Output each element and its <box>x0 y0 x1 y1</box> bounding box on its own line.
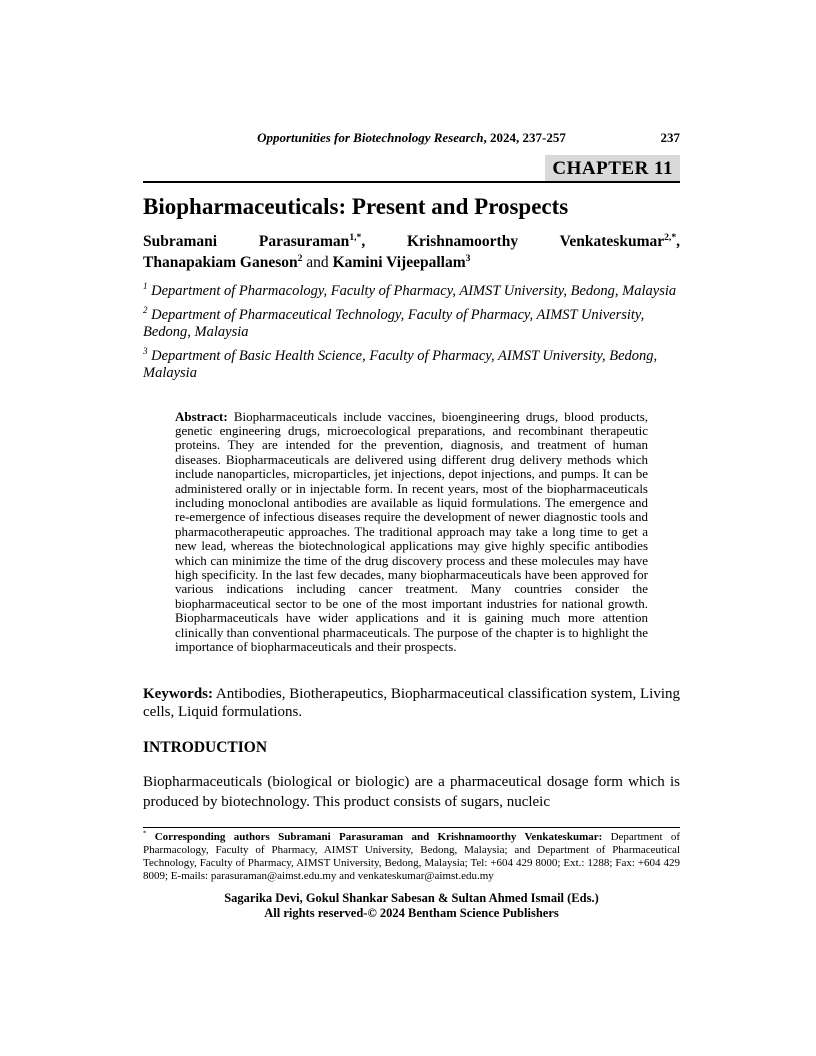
page-content <box>143 130 680 921</box>
running-head <box>143 130 680 146</box>
author-line-2 <box>143 252 680 273</box>
affiliation-text: Department of Pharmaceutical Technology, Faculty of Pharmacy, AIMST University, Bedong, Malaysia <box>143 306 645 340</box>
footnote-corresponding-authors: Corresponding authors Subramani Parasuraman and Krishnamoorthy Venkateskumar: <box>146 831 603 844</box>
journal-title: Opportunities for Biotechnology Research <box>257 130 484 145</box>
page-number: 237 <box>660 130 680 145</box>
introduction-paragraph: Biopharmaceuticals (biological or biologic) are a pharmaceutical dosage form which is produced by biotechnology. This product consists of sugars, nucleic <box>143 774 680 811</box>
author-line-1 <box>143 231 680 252</box>
abstract-text: Biopharmaceuticals include vaccines, bioengineering drugs, blood products, genetic engineering drugs, microecological preparations, and recombinant therapeutic proteins. They are intended for the prevention, diagnosis, and treatment of human diseases. Biopharmaceuticals are delivered using different drug delivery methods which include nanoparticles, microparticles, jet injections, depot injections, and pumps. It can be administered orally or in injectable form. In recent years, most of the biopharmaceuticals including monoclonal antibodies are available as liquid formulations. The emergence and re-emergence of infectious diseases require the development of newer diagnostic tools and pharmacotherapeutic approaches. The traditional approach may take a long time to get a new lead, whereas the biotechnological applications may give highly specific antibodies which can minimize the time of the drug discovery process and these molecules may have high specificity. In the last few decades, many biopharmaceuticals have been approved for various indications including cancer treatment. Many countries consider the biopharmaceutical sector to be one of the most important industries for national growth. Biopharmaceuticals have wider applications and it is gaining much more attention clinically than conventional pharmaceuticals. The purpose of the chapter is to highlight the importance of biopharmaceuticals and their prospects. <box>175 408 648 654</box>
rights-line: All rights reserved-© 2024 Bentham Science Publishers <box>264 905 559 920</box>
author-affiliation-marker: 2 <box>297 252 303 264</box>
chapter-banner <box>143 155 680 183</box>
author-name: Thanapakiam Ganeson <box>143 254 298 271</box>
author-affiliation-marker: 3 <box>465 252 471 264</box>
affiliation-marker: 3 <box>143 345 148 356</box>
author-connector: and <box>302 254 333 271</box>
keywords-label: Keywords: <box>143 686 213 703</box>
abstract <box>175 410 648 655</box>
abstract-label: Abstract: <box>175 408 228 424</box>
author-name: Kamini Vijeepallam <box>332 254 466 271</box>
affiliation <box>143 304 680 342</box>
author-list <box>143 231 680 273</box>
footer-credit <box>143 891 680 921</box>
footnote-marker: * <box>143 830 147 838</box>
editors-line: Sagarika Devi, Gokul Shankar Sabesan & Sultan Ahmed Ismail (Eds.) <box>224 890 599 905</box>
author-separator: , <box>676 233 680 250</box>
author-affiliation-marker: 2,* <box>664 231 677 243</box>
affiliation-marker: 1 <box>143 281 148 292</box>
footnote <box>143 827 680 882</box>
author-name: Krishnamoorthy Venkateskumar <box>407 233 665 250</box>
footnote-text: Department of Pharmacology, Faculty of Pharmacy, AIMST University, Bedong, Malaysia; and Department of Pharmaceutical Technology, Faculty of Pharmacy, AIMST University, Bedong, Malaysia; Tel: +604 429 8000; Ext.: 1288; Fax: +604 429 8009; E-mails: parasuraman@aimst.edu.my and venkateskumar@aimst.edu.my <box>143 831 680 882</box>
affiliation <box>143 345 680 383</box>
affiliation <box>143 283 680 301</box>
affiliation-marker: 2 <box>143 304 148 315</box>
author-separator: , <box>361 233 407 250</box>
keywords-text: Antibodies, Biotherapeutics, Biopharmaceutical classification system, Living cells, Liquid formulations. <box>143 686 680 721</box>
section-heading-introduction: INTRODUCTION <box>143 739 268 757</box>
chapter-label: CHAPTER 11 <box>545 155 680 181</box>
affiliation-text: Department of Pharmacology, Faculty of Pharmacy, AIMST University, Bedong, Malaysia <box>147 283 677 299</box>
affiliation-list <box>143 283 680 383</box>
page-title: Biopharmaceuticals: Present and Prospects <box>143 194 569 219</box>
keywords <box>143 685 680 721</box>
author-affiliation-marker: 1,* <box>349 231 362 243</box>
author-name: Subramani Parasuraman <box>143 233 350 250</box>
journal-citation: , 2024, 237-257 <box>483 130 566 145</box>
affiliation-text: Department of Basic Health Science, Faculty of Pharmacy, AIMST University, Bedong, Malaysia <box>143 347 658 381</box>
